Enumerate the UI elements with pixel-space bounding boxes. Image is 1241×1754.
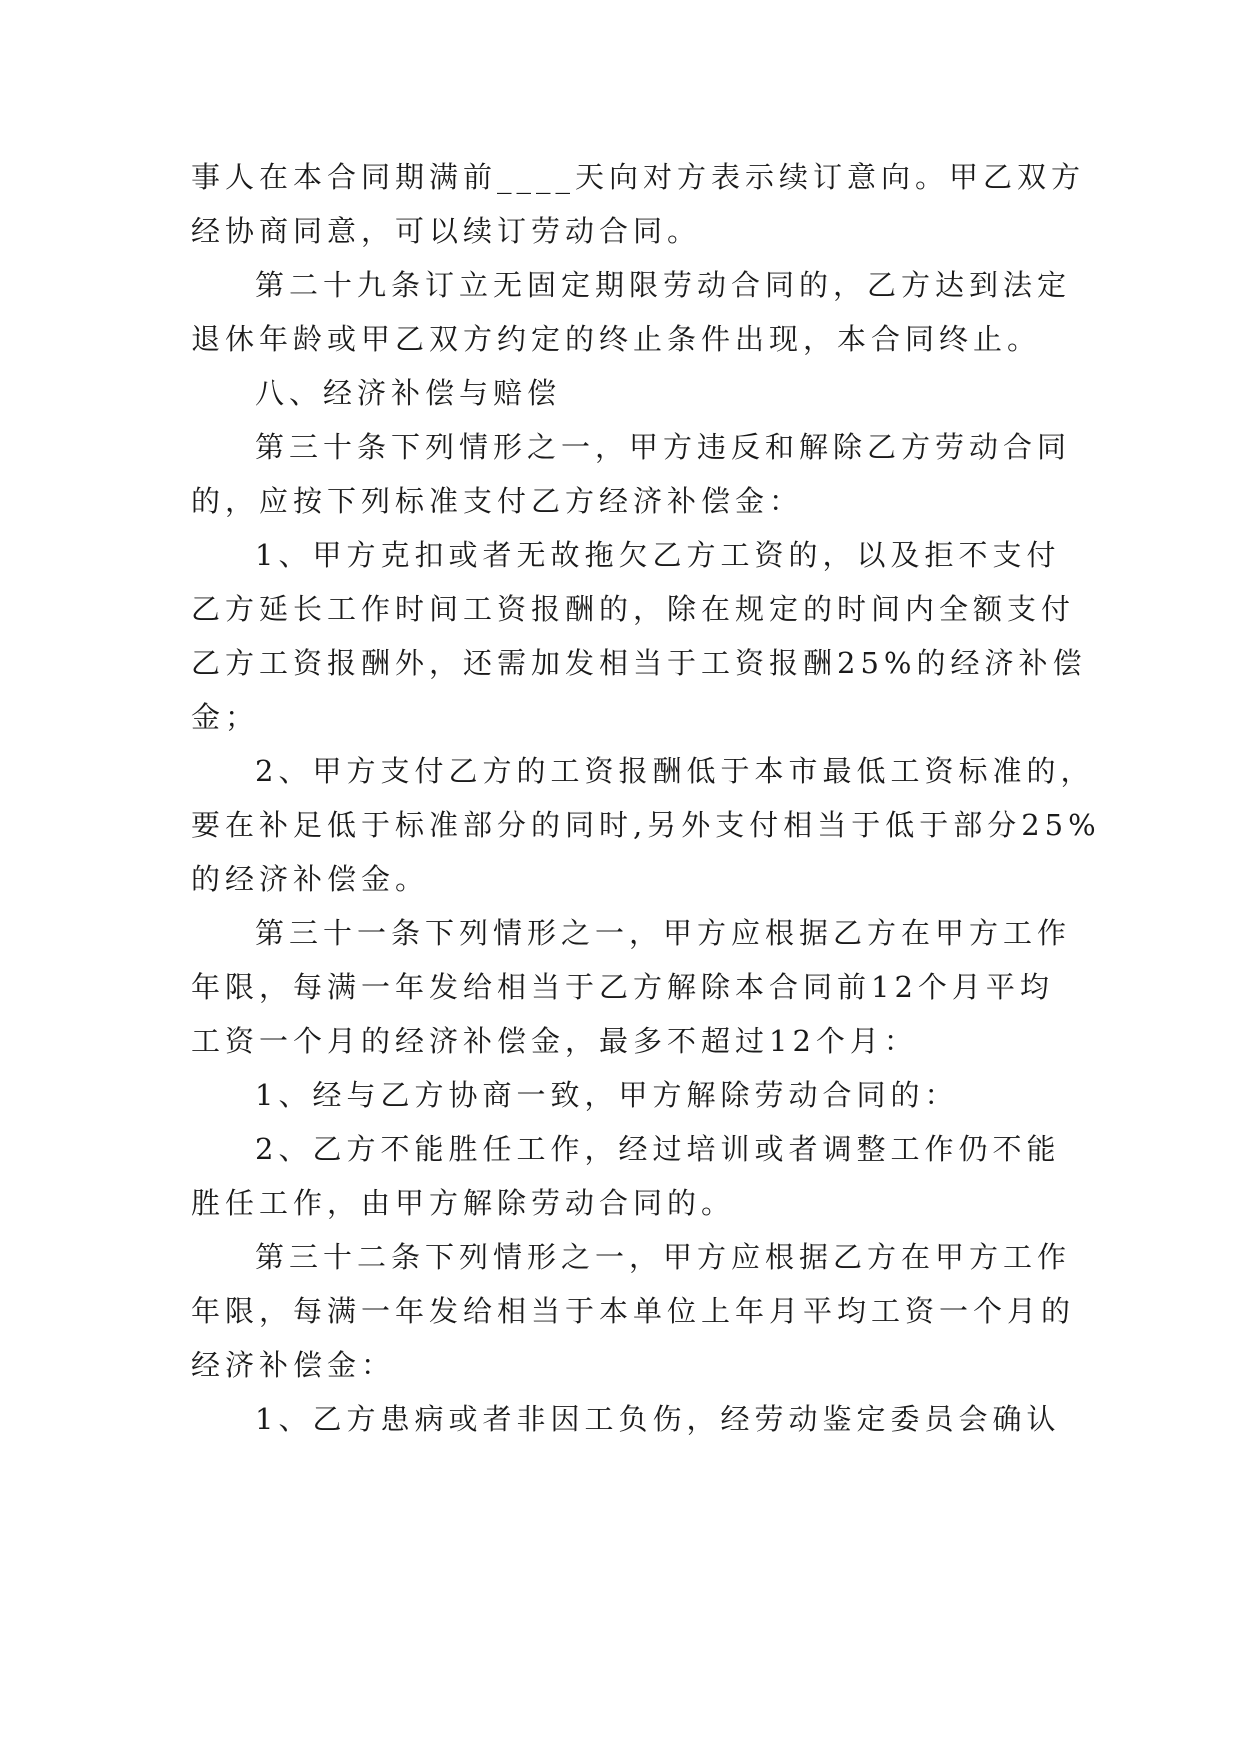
text-line: 2、甲方支付乙方的工资报酬低于本市最低工资标准的， (255, 754, 1095, 788)
text-line: 第三十条下列情形之一，甲方违反和解除乙方劳动合同 (255, 430, 1072, 464)
text-line: 第二十九条订立无固定期限劳动合同的，乙方达到法定 (255, 268, 1072, 302)
text-line: 2、乙方不能胜任工作，经过培训或者调整工作仍不能 (255, 1132, 1061, 1166)
text-line: 退休年龄或甲乙双方约定的终止条件出现，本合同终止。 (191, 322, 1042, 356)
section-heading: 八、经济补偿与赔偿 (255, 376, 562, 410)
text-line: 胜任工作，由甲方解除劳动合同的。 (191, 1186, 736, 1220)
text-line: 的，应按下列标准支付乙方经济补偿金： (191, 484, 804, 518)
text-line: 的经济补偿金。 (191, 862, 430, 896)
text-line: 乙方延长工作时间工资报酬的，除在规定的时间内全额支付 (191, 592, 1076, 626)
text-line: 事人在本合同期满前____天向对方表示续订意向。甲乙双方 (191, 160, 1086, 194)
text-line: 1、乙方患病或者非因工负伤，经劳动鉴定委员会确认 (255, 1402, 1061, 1436)
text-line: 乙方工资报酬外，还需加发相当于工资报酬25%的经济补偿 (191, 646, 1087, 680)
text-line: 第三十二条下列情形之一，甲方应根据乙方在甲方工作 (255, 1240, 1072, 1274)
text-line: 1、经与乙方协商一致，甲方解除劳动合同的： (255, 1078, 959, 1112)
text-line: 经济补偿金： (191, 1348, 396, 1382)
text-line: 要在补足低于标准部分的同时,另外支付相当于低于部分25% (191, 808, 1101, 842)
text-line: 1、甲方克扣或者无故拖欠乙方工资的，以及拒不支付 (255, 538, 1061, 572)
text-line: 经协商同意，可以续订劳动合同。 (191, 214, 702, 248)
text-line: 年限，每满一年发给相当于乙方解除本合同前12个月平均 (191, 970, 1054, 1004)
text-line: 金； (191, 700, 260, 734)
text-line: 年限，每满一年发给相当于本单位上年月平均工资一个月的 (191, 1294, 1076, 1328)
text-line: 第三十一条下列情形之一，甲方应根据乙方在甲方工作 (255, 916, 1072, 950)
text-line: 工资一个月的经济补偿金，最多不超过12个月： (191, 1024, 918, 1058)
